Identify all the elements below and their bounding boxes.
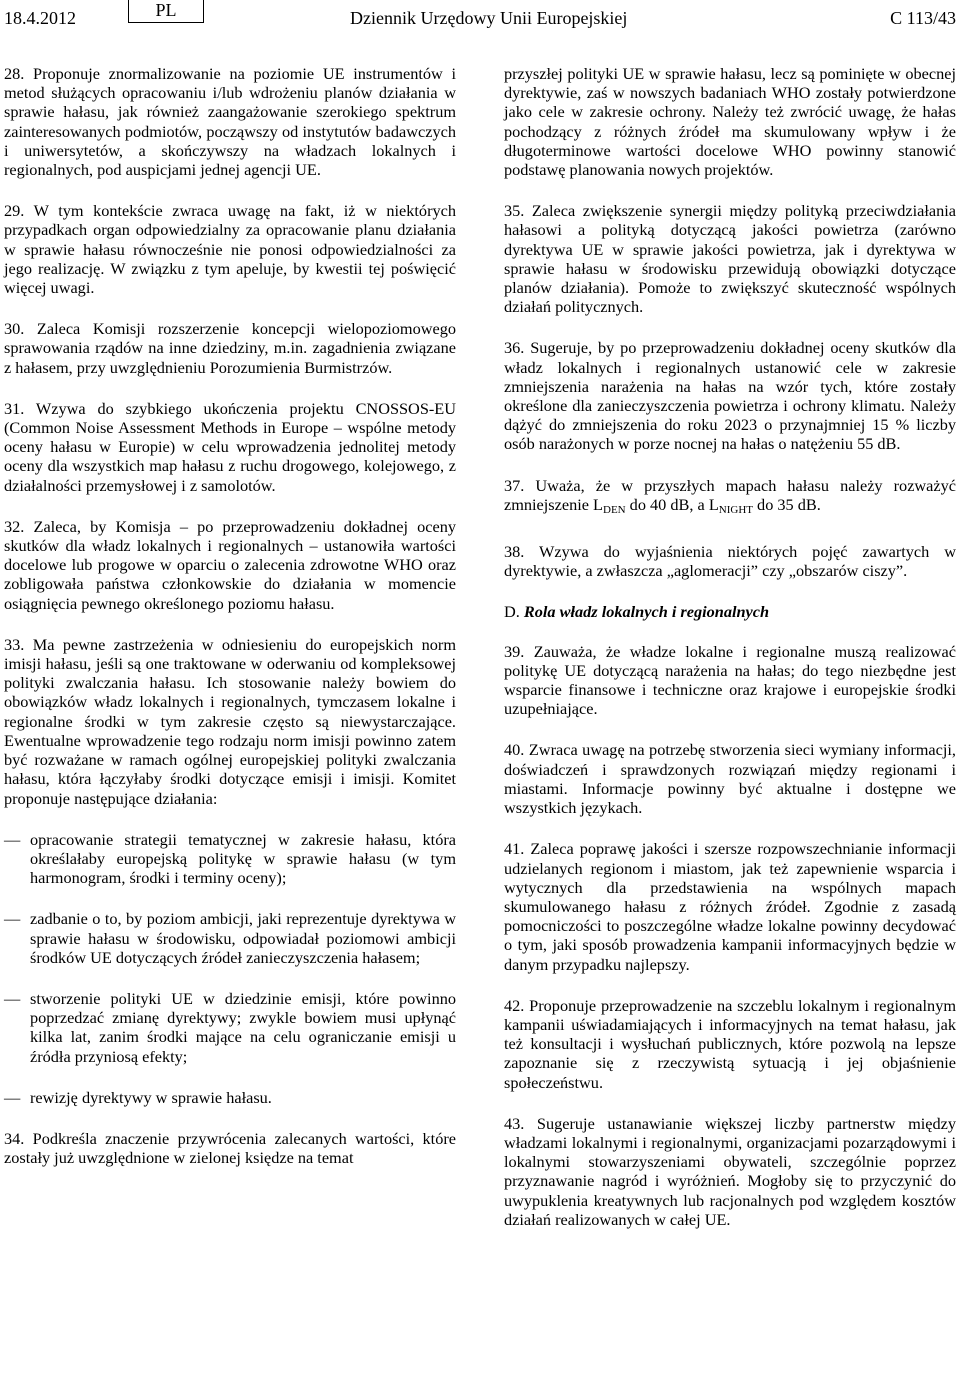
- dash-marker: —: [4, 988, 21, 1008]
- dash-item: [4, 1088, 456, 1107]
- dash-marker: —: [4, 829, 21, 849]
- paragraph-29: 29. W tym kontekście zwraca uwagę na fakt, iż w niektórych przypadkach organ odpowiedzialny za opracowanie planu działania w sprawie hałasu równocześnie nie ponosi odpowiedzialności za jego realizację. W związku z tym apeluje, by kwestii tej poświęcić więcej uwagi.: [4, 201, 456, 298]
- paragraph-42: 42. Proponuje przeprowadzenie na szczeblu lokalnym i regionalnym kampanii uświadamiających i informacyjnych na temat hałasu, jak też konsultacji i wysłuchań publicznych, które pozwolą na lepsze zapoznanie się z rzeczywistą sytuacją i jej objaśnienie społeczeństwu.: [504, 995, 956, 1092]
- paragraph-34-continued: przyszłej polityki UE w sprawie hałasu, lecz są pominięte w obecnej dyrektywie, zaś w nowszych badaniach WHO zostały potwierdzone jako cele w zakresie ochrony. Należy też zwrócić uwagę, że hałas pochodzący z różnych źródeł ma skumulowany wpływ i że długoterminowe wartości docelowe WHO powinny stanowić podstawę planowania nowych projektów.: [504, 64, 956, 180]
- language-code-box: PL: [128, 0, 204, 23]
- paragraph-28: 28. Proponuje znormalizowanie na poziomie UE instrumentów i metod służących opracowaniu i/lub wdrożeniu planów działania w sprawie hałasu, jak również zaangażowanie szerokiego spektrum zainteresowanych podmiotów, począwszy od instytutów badawczych i uniwersytetów, a skończywszy na władzach lokalnych i regionalnych, pod auspicjami jednej agencji UE.: [4, 64, 456, 180]
- paragraph-39: 39. Zauważa, że władze lokalne i regionalne muszą realizować politykę UE dotyczącą narażenia na hałas; do tego niezbędne jest wsparcie finansowe i techniczne oraz krajowe i europejskie środki uzupełniające.: [504, 641, 956, 719]
- paragraph-37-text: do 40 dB, a L: [625, 494, 719, 514]
- paragraph-34: 34. Podkreśla znaczenie przywrócenia zalecanych wartości, które zostały już uwzględnione w zielonej księdze na temat: [4, 1128, 456, 1168]
- paragraph-36: 36. Sugeruje, by po przeprowadzeniu dokładnej oceny skutków dla władz lokalnych i regionalnych ustanowić cele w zakresie zmniejszenia narażenia na hałas na wzór tych, które zostały określone dla zanieczyszczenia powietrza i ochrony klimatu. Należy dążyć do zmniejszenia do roku 2023 o przynajmniej 15 % liczby osób narażonych w porze nocnej na hałas o natężeniu 55 dB.: [504, 338, 956, 454]
- page-header: [0, 0, 960, 40]
- dash-marker: —: [4, 909, 21, 929]
- dash-item-text: stworzenie polityki UE w dziedzinie emisji, które powinno poprzedzać zmianę dyrektywy; zwykle bowiem musi upłynąć kilka lat, zanim środki mające na celu ograniczanie emisji u źródła przyniosą efekty;: [30, 988, 456, 1066]
- paragraph-31: 31. Wzywa do szybkiego ukończenia projektu CNOSSOS-EU (Common Noise Assessment Methods in Europe – wspólne metody oceny hałasu w Europie) w celu wprowadzenia jednolitej metody oceny dla wszystkich map hałasu z ruchu drogowego, kolejowego, z działalności przemysłowej i z samolotów.: [4, 398, 456, 495]
- publication-date: 18.4.2012: [4, 8, 76, 28]
- dash-item-text: rewizję dyrektywy w sprawie hałasu.: [30, 1087, 272, 1107]
- paragraph-37-text: do 35 dB.: [752, 494, 821, 514]
- subscript-den: DEN: [603, 503, 626, 516]
- dash-marker: —: [4, 1087, 21, 1107]
- paragraph-43: 43. Sugeruje ustanawianie większej liczby partnerstw między władzami lokalnymi i regionalnymi, organizacjami pozarządowymi i lokalnymi stowarzyszeniami obywateli, szczególnie poprzez przyznawanie nagród i wyróżnień. Mogłoby się to przyczynić do uwypuklenia kreatywnych lub racjonalnych pod względem kosztów działań realizowanych w całej UE.: [504, 1113, 956, 1229]
- paragraph-41: 41. Zaleca poprawę jakości i szersze rozpowszechnianie informacji udzielanych regionom i miastom, jak też zapewnienie wsparcia i wytycznych dla przedstawienia na wspólnych mapach skumulowanego hałasu z różnych źródeł. Zgodnie z zasadą pomocniczości to poszczególne władze lokalne powinny decydować o tym, jaki sposób prowadzenia kampanii informacyjnych będzie w danym przypadku najlepszy.: [504, 839, 956, 974]
- paragraph-40: 40. Zwraca uwagę na potrzebę stworzenia sieci wymiany informacji, doświadczeń i sprawdzonych rozwiązań między regionami i miastami. Informacje powinny być aktualne i dostępne we wszystkich językach.: [504, 740, 956, 818]
- dash-item-text: zadbanie o to, by poziom ambicji, jaki reprezentuje dyrektywa w sprawie hałasu w środowisku, odpowiadał poziomowi ambicji środków UE dotyczących źródeł zanieczyszczenia hałasem;: [30, 909, 456, 967]
- dash-item: [4, 909, 456, 967]
- dash-item: [4, 989, 456, 1066]
- subscript-night: NIGHT: [718, 503, 753, 516]
- journal-title: Dziennik Urzędowy Unii Europejskiej: [350, 8, 628, 28]
- page-reference: C 113/43: [890, 8, 956, 28]
- section-title: Rola władz lokalnych i regionalnych: [523, 602, 770, 622]
- paragraph-33: 33. Ma pewne zastrzeżenia w odniesieniu do europejskich norm imisji hałasu, jeśli są one traktowane w oderwaniu od kompleksowej polityki zwalczania hałasu. Ich stosowanie należy bowiem do obowiązków władz lokalnych i regionalnych, tymczasem lokalne i regionalne środki w tym zakresie często są niewystarczające. Ewentualne wprowadzenie tego rodzaju norm imisji powinno zatem być rozważane w ramach ogólnej europejskiej polityki zwalczania hałasu, która łączyłaby środki dotyczące emisji i imisji. Komitet proponuje następujące działania:: [4, 634, 456, 808]
- right-column: [504, 64, 956, 1251]
- left-column: [4, 64, 456, 1189]
- paragraph-35: 35. Zaleca zwiększenie synergii między polityką przeciwdziałania hałasowi a polityką dotyczącą jakości powietrza (zarówno dyrektywa UE w sprawie jakości powietrza, jak i dyrektywa w sprawie hałasu w środowisku przewidują obowiązki dotyczące planów działania). Pomoże to zwiększyć skuteczność wspólnych działań politycznych.: [504, 201, 956, 317]
- dash-item: [4, 830, 456, 888]
- section-letter: D.: [504, 602, 520, 622]
- paragraph-38: 38. Wzywa do wyjaśnienia niektórych pojęć zawartych w dyrektywie, a zwłaszcza „aglomeracji” czy „obszarów ciszy”.: [504, 542, 956, 581]
- paragraph-30: 30. Zaleca Komisji rozszerzenie koncepcji wielopoziomowego sprawowania rządów na inne dziedziny, m.in. zagadnienia związane z hałasem, przy uwzględnieniu Porozumienia Burmistrzów.: [4, 319, 456, 377]
- dash-item-text: opracowanie strategii tematycznej w zakresie hałasu, która określałaby europejską politykę w sprawie hałasu (w tym harmonogram, środki i terminy oceny);: [30, 829, 456, 888]
- paragraph-37: [504, 476, 956, 520]
- paragraph-32: 32. Zaleca, by Komisja – po przeprowadzeniu dokładnej oceny skutków dla władz lokalnych i regionalnych – ustanowiła wartości docelowe lub progowe w oparciu o zalecenia zdrowotne WHO oraz zobligowała państwa członkowskie do działania w momencie osiągnięcia pewnego określonego poziomu hałasu.: [4, 516, 456, 613]
- paragraph-37-text: 37. Uważa, że w przyszłych mapach hałasu należy rozważyć zmniejszenie L: [504, 475, 956, 514]
- section-heading: [504, 602, 956, 621]
